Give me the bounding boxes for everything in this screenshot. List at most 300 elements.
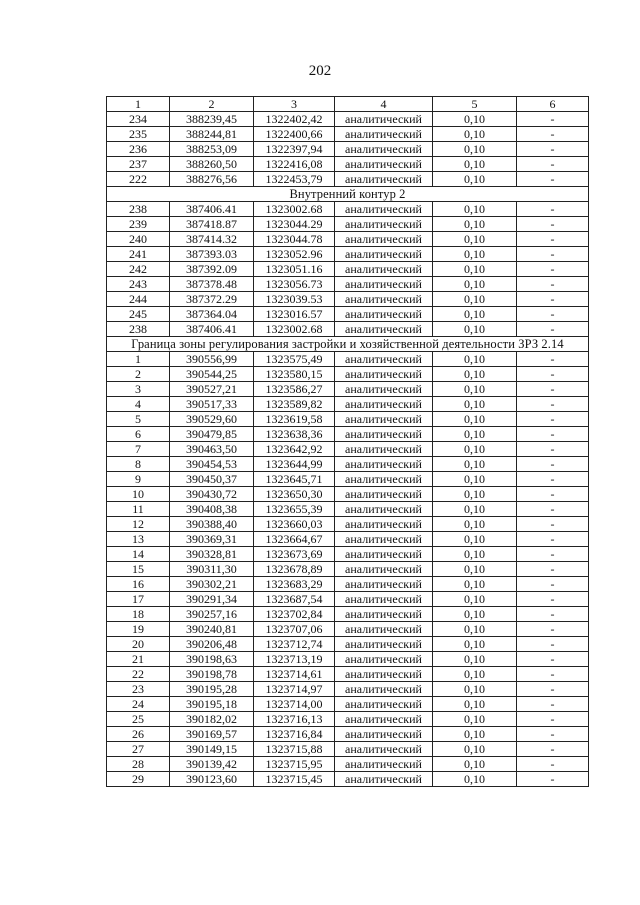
table-cell: 1323702,84 [254,607,335,622]
table-cell: 0,10 [433,667,517,682]
table-cell: 11 [107,502,170,517]
table-cell: - [517,352,589,367]
table-cell: 390369,31 [170,532,254,547]
table-cell: аналитический [335,127,433,142]
table-cell: 8 [107,457,170,472]
table-cell: аналитический [335,322,433,337]
table-cell: аналитический [335,412,433,427]
table-cell: 388276,56 [170,172,254,187]
table-cell: аналитический [335,157,433,172]
table-cell: 0,10 [433,412,517,427]
table-cell: 1323039.53 [254,292,335,307]
table-cell: - [517,382,589,397]
table-cell: 390328,81 [170,547,254,562]
table-cell: аналитический [335,547,433,562]
table-cell: - [517,637,589,652]
table-cell: 0,10 [433,367,517,382]
section-title: Граница зоны регулирования застройки и хозяйственной деятельности ЗРЗ 2.14 [107,337,589,352]
table-cell: 387378.48 [170,277,254,292]
section-title: Внутренний контур 2 [107,187,589,202]
table-cell: 25 [107,712,170,727]
table-cell: аналитический [335,382,433,397]
table-cell: 390195,28 [170,682,254,697]
table-cell: 0,10 [433,202,517,217]
table-cell: 1323619,58 [254,412,335,427]
table-cell: 1323575,49 [254,352,335,367]
table-cell: аналитический [335,247,433,262]
table-cell: аналитический [335,217,433,232]
table-cell: 1323673,69 [254,547,335,562]
table-cell: 0,10 [433,217,517,232]
table-cell: 0,10 [433,592,517,607]
table-cell: 1323713,19 [254,652,335,667]
table-row [107,562,589,577]
table-cell: аналитический [335,607,433,622]
table-row [107,262,589,277]
table-cell: - [517,142,589,157]
table-cell: 390454,53 [170,457,254,472]
table-cell: аналитический [335,142,433,157]
table-cell: аналитический [335,667,433,682]
table-cell: 1323644,99 [254,457,335,472]
table-cell: аналитический [335,742,433,757]
table-cell: 390529,60 [170,412,254,427]
table-cell: 390206,48 [170,637,254,652]
table-cell: 4 [107,397,170,412]
table-cell: 0,10 [433,112,517,127]
table-cell: 245 [107,307,170,322]
table-row [107,352,589,367]
table-cell: 387418.87 [170,217,254,232]
table-row [107,637,589,652]
table-cell: 390139,42 [170,757,254,772]
table-cell: 390408,38 [170,502,254,517]
table-cell: 1323655,39 [254,502,335,517]
table-cell: 388239,45 [170,112,254,127]
table-row [107,247,589,262]
table-row [107,577,589,592]
table-cell: аналитический [335,292,433,307]
table-cell: - [517,532,589,547]
table-cell: 1323016.57 [254,307,335,322]
table-cell: - [517,727,589,742]
table-cell: 235 [107,127,170,142]
table-cell: 14 [107,547,170,562]
table-cell: аналитический [335,232,433,247]
table-cell: аналитический [335,397,433,412]
table-cell: 390527,21 [170,382,254,397]
table-row [107,652,589,667]
table-cell: аналитический [335,352,433,367]
table-row [107,412,589,427]
table-cell: 1 [107,352,170,367]
table-cell: - [517,412,589,427]
table-cell: аналитический [335,652,433,667]
table-cell: 1323678,89 [254,562,335,577]
table-cell: - [517,217,589,232]
table-cell: 1323714,97 [254,682,335,697]
table-cell: 18 [107,607,170,622]
table-cell: 1323638,36 [254,427,335,442]
section-title-row [107,337,589,352]
table-cell: 19 [107,622,170,637]
table-cell: 1322402,42 [254,112,335,127]
table-cell: 0,10 [433,472,517,487]
table-cell: 239 [107,217,170,232]
table-cell: - [517,157,589,172]
table-cell: 0,10 [433,127,517,142]
table-cell: - [517,277,589,292]
table-cell: - [517,172,589,187]
table-cell: 244 [107,292,170,307]
table-row [107,172,589,187]
table-cell: аналитический [335,757,433,772]
page-number: 202 [308,63,332,79]
table-cell: 0,10 [433,247,517,262]
table-cell: 0,10 [433,457,517,472]
table-cell: 390291,34 [170,592,254,607]
table-cell: 243 [107,277,170,292]
table-cell: 0,10 [433,232,517,247]
table-cell: - [517,667,589,682]
table-cell: - [517,292,589,307]
table-cell: 0,10 [433,742,517,757]
table-cell: - [517,322,589,337]
table-cell: 0,10 [433,397,517,412]
table-cell: - [517,697,589,712]
table-row [107,757,589,772]
table-cell: - [517,427,589,442]
table-row [107,442,589,457]
table-cell: 1323715,88 [254,742,335,757]
table-cell: аналитический [335,727,433,742]
table-cell: аналитический [335,622,433,637]
table-cell: аналитический [335,172,433,187]
table-cell: 1323002.68 [254,202,335,217]
table-cell: 388253,09 [170,142,254,157]
table-cell: 1323687,54 [254,592,335,607]
table-row [107,112,589,127]
table-cell: 22 [107,667,170,682]
table-cell: аналитический [335,112,433,127]
table-cell: аналитический [335,772,433,787]
table-cell: 0,10 [433,517,517,532]
table-cell: 1322400,66 [254,127,335,142]
table-row [107,157,589,172]
table-cell: 1323707,06 [254,622,335,637]
section-title-row [107,187,589,202]
table-cell: 390556,99 [170,352,254,367]
table-cell: - [517,622,589,637]
table-cell: 387414.32 [170,232,254,247]
header-cell: 2 [170,97,254,112]
table-cell: 0,10 [433,562,517,577]
table-cell: 390311,30 [170,562,254,577]
table-cell: 0,10 [433,307,517,322]
table-cell: 0,10 [433,652,517,667]
table-cell: 27 [107,742,170,757]
table-cell: 237 [107,157,170,172]
table-cell: аналитический [335,457,433,472]
table-cell: 1323044.78 [254,232,335,247]
table-cell: 388244,81 [170,127,254,142]
table-cell: 1322416,08 [254,157,335,172]
table-cell: - [517,592,589,607]
table-cell: 0,10 [433,172,517,187]
table-cell: 26 [107,727,170,742]
table-cell: 0,10 [433,727,517,742]
table-cell: аналитический [335,442,433,457]
table-cell: - [517,757,589,772]
table-cell: аналитический [335,592,433,607]
table-cell: 388260,50 [170,157,254,172]
table-cell: 390198,63 [170,652,254,667]
table-row [107,292,589,307]
table-cell: 7 [107,442,170,457]
table-cell: 387406.41 [170,202,254,217]
table-cell: - [517,127,589,142]
table-cell: 0,10 [433,157,517,172]
table-cell: 0,10 [433,487,517,502]
table-cell: аналитический [335,637,433,652]
table-cell: 0,10 [433,607,517,622]
table-cell: 29 [107,772,170,787]
header-cell: 6 [517,97,589,112]
table-row [107,202,589,217]
table-cell: - [517,487,589,502]
table-cell: - [517,562,589,577]
table-row [107,217,589,232]
table-cell: 1322397,94 [254,142,335,157]
table-row [107,502,589,517]
table-cell: 390430,72 [170,487,254,502]
table-cell: - [517,712,589,727]
table-row [107,517,589,532]
table-cell: 0,10 [433,532,517,547]
table-cell: 1323052.96 [254,247,335,262]
table-cell: 390544,25 [170,367,254,382]
header-cell: 3 [254,97,335,112]
table-cell: 1323683,29 [254,577,335,592]
table-cell: 1323580,15 [254,367,335,382]
table-cell: 240 [107,232,170,247]
table-cell: - [517,232,589,247]
table-cell: 236 [107,142,170,157]
table-cell: 10 [107,487,170,502]
table-row [107,472,589,487]
table-row [107,367,589,382]
table-cell: 1323664,67 [254,532,335,547]
table-row [107,142,589,157]
table-cell: - [517,502,589,517]
table-cell: 1323716,84 [254,727,335,742]
table-cell: 390463,50 [170,442,254,457]
table-cell: 24 [107,697,170,712]
table-cell: 28 [107,757,170,772]
table-cell: аналитический [335,472,433,487]
table-cell: - [517,202,589,217]
table-cell: - [517,652,589,667]
table-cell: 0,10 [433,262,517,277]
table-cell: 222 [107,172,170,187]
table-row [107,532,589,547]
table-cell: 1322453,79 [254,172,335,187]
table-cell: аналитический [335,502,433,517]
table-cell: 1323712,74 [254,637,335,652]
table-cell: 238 [107,202,170,217]
table-cell: 1323044.29 [254,217,335,232]
table-cell: - [517,577,589,592]
table-cell: 1323660,03 [254,517,335,532]
table-cell: - [517,517,589,532]
table-cell: 13 [107,532,170,547]
table-cell: - [517,772,589,787]
header-cell: 4 [335,97,433,112]
table-cell: 0,10 [433,427,517,442]
table-cell: 1323714,00 [254,697,335,712]
table-cell: 390257,16 [170,607,254,622]
coordinates-table-body [107,97,589,787]
table-cell: 1323589,82 [254,397,335,412]
table-cell: 0,10 [433,277,517,292]
table-cell: 390388,40 [170,517,254,532]
table-row [107,682,589,697]
table-cell: 390517,33 [170,397,254,412]
table-cell: - [517,112,589,127]
table-cell: аналитический [335,712,433,727]
table-cell: 0,10 [433,292,517,307]
table-cell: 390450,37 [170,472,254,487]
table-cell: - [517,607,589,622]
table-cell: - [517,547,589,562]
table-cell: 1323650,30 [254,487,335,502]
table-cell: 0,10 [433,772,517,787]
table-cell: 238 [107,322,170,337]
table-cell: аналитический [335,577,433,592]
table-cell: - [517,262,589,277]
table-cell: - [517,442,589,457]
header-cell: 5 [433,97,517,112]
table-cell: аналитический [335,562,433,577]
table-cell: 0,10 [433,547,517,562]
table-row [107,772,589,787]
table-row [107,592,589,607]
table-cell: 1323716,13 [254,712,335,727]
table-cell: 12 [107,517,170,532]
table-cell: 9 [107,472,170,487]
table-row [107,382,589,397]
table-cell: 16 [107,577,170,592]
table-cell: - [517,307,589,322]
table-cell: - [517,682,589,697]
table-row [107,607,589,622]
table-cell: 390182,02 [170,712,254,727]
table-cell: аналитический [335,367,433,382]
table-cell: 0,10 [433,502,517,517]
table-cell: аналитический [335,277,433,292]
table-row [107,277,589,292]
table-cell: 387393.03 [170,247,254,262]
header-row [107,97,589,112]
table-cell: аналитический [335,697,433,712]
table-cell: 0,10 [433,382,517,397]
table-cell: аналитический [335,262,433,277]
table-row [107,307,589,322]
table-cell: 390302,21 [170,577,254,592]
table-row [107,322,589,337]
table-cell: 242 [107,262,170,277]
table-cell: 390149,15 [170,742,254,757]
table-cell: 17 [107,592,170,607]
table-cell: 1323645,71 [254,472,335,487]
table-row [107,727,589,742]
table-cell: аналитический [335,202,433,217]
table-cell: 6 [107,427,170,442]
table-cell: 0,10 [433,757,517,772]
table-cell: 0,10 [433,442,517,457]
table-cell: 1323714,61 [254,667,335,682]
table-cell: 0,10 [433,322,517,337]
table-cell: 390198,78 [170,667,254,682]
table-row [107,667,589,682]
table-cell: 241 [107,247,170,262]
table-cell: 5 [107,412,170,427]
table-cell: аналитический [335,487,433,502]
table-cell: 0,10 [433,682,517,697]
table-cell: 1323051.16 [254,262,335,277]
table-cell: 1323586,27 [254,382,335,397]
header-cell: 1 [107,97,170,112]
table-row [107,127,589,142]
table-cell: 390240,81 [170,622,254,637]
table-cell: 0,10 [433,622,517,637]
table-cell: 20 [107,637,170,652]
table-cell: 3 [107,382,170,397]
table-cell: 21 [107,652,170,667]
table-cell: 387392.09 [170,262,254,277]
table-cell: 234 [107,112,170,127]
table-cell: аналитический [335,517,433,532]
coordinates-table [106,96,589,787]
table-cell: 1323715,45 [254,772,335,787]
table-row [107,427,589,442]
table-row [107,742,589,757]
table-cell: 0,10 [433,697,517,712]
table-cell: 387372.29 [170,292,254,307]
table-cell: аналитический [335,427,433,442]
table-cell: 2 [107,367,170,382]
table-row [107,622,589,637]
table-cell: аналитический [335,532,433,547]
table-cell: 1323002.68 [254,322,335,337]
table-cell: 1323056.73 [254,277,335,292]
table-cell: 0,10 [433,142,517,157]
table-cell: 15 [107,562,170,577]
table-cell: 0,10 [433,637,517,652]
table-row [107,487,589,502]
table-row [107,712,589,727]
table-cell: аналитический [335,307,433,322]
table-cell: 390123,60 [170,772,254,787]
table-cell: - [517,457,589,472]
table-cell: 390195,18 [170,697,254,712]
table-cell: - [517,367,589,382]
table-cell: 0,10 [433,352,517,367]
table-cell: 390479,85 [170,427,254,442]
table-cell: 23 [107,682,170,697]
table-row [107,457,589,472]
table-cell: 0,10 [433,577,517,592]
